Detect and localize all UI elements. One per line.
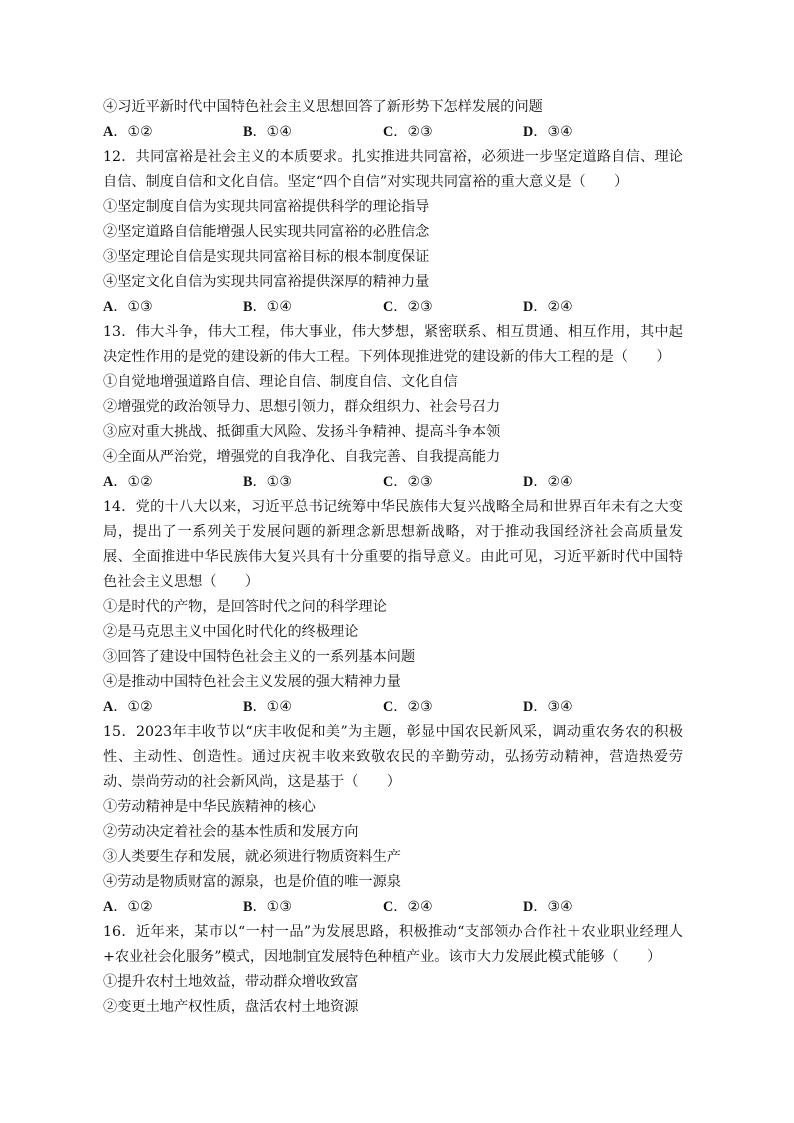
option-d: D．③④ bbox=[523, 699, 573, 715]
document-content bbox=[103, 95, 683, 1020]
option-d: D．②④ bbox=[523, 299, 573, 315]
option-b: B．①③ bbox=[243, 474, 293, 490]
option-b: B．①④ bbox=[243, 699, 293, 715]
question-15-options bbox=[103, 895, 683, 920]
prev-question-item-4: ④习近平新时代中国特色社会主义思想回答了新形势下怎样发展的问题 bbox=[103, 99, 543, 115]
question-15-item-4: ④劳动是物质财富的源泉，也是价值的唯一源泉 bbox=[103, 874, 401, 890]
question-14-item-3: ③回答了建设中国特色社会主义的一系列基本问题 bbox=[103, 649, 416, 665]
question-13-item-1: ①自觉地增强道路自信、理论自信、制度自信、文化自信 bbox=[103, 374, 458, 390]
question-15-stem: 15．2023年丰收节以“庆丰收促和美”为主题，彰显中国农民新风采，调动重农务农的积极性、主动性、创造性。通过庆祝丰收来致敬农民的辛勤劳动，弘扬劳动精神，营造热爱劳动、崇尚劳动的社会新风尚，这是基于（ ） bbox=[103, 724, 683, 790]
question-12-item-2: ②坚定道路自信能增强人民实现共同富裕的必胜信念 bbox=[103, 224, 430, 240]
option-a: A．①② bbox=[103, 474, 153, 490]
question-14-stem: 14．党的十八大以来，习近平总书记统筹中华民族伟大复兴战略全局和世界百年未有之大变局，提出了一系列关于发展问题的新理念新思想新战略，对于推动我国经济社会高质量发展、全面推进中华民族伟大复兴具有十分重要的指导意义。由此可见，习近平新时代中国特色社会主义思想（ ） bbox=[103, 499, 683, 590]
question-13-item-4: ④全面从严治党，增强党的自我净化、自我完善、自我提高能力 bbox=[103, 449, 501, 465]
option-d: D．③④ bbox=[523, 899, 573, 915]
option-c: C．②③ bbox=[383, 299, 433, 315]
question-12-stem: 12．共同富裕是社会主义的本质要求。扎实推进共同富裕，必须进一步坚定道路自信、理论自信、制度自信和文化自信。坚定“四个自信”对实现共同富裕的重大意义是（ ） bbox=[103, 149, 683, 190]
option-a: A．①② bbox=[103, 699, 153, 715]
option-c: C．②③ bbox=[383, 699, 433, 715]
question-13-item-2: ②增强党的政治领导力、思想引领力，群众组织力、社会号召力 bbox=[103, 399, 501, 415]
option-b: B．①④ bbox=[243, 124, 293, 140]
question-14-options bbox=[103, 695, 683, 720]
question-12-item-4: ④坚定文化自信为实现共同富裕提供深厚的精神力量 bbox=[103, 274, 430, 290]
question-14-item-1: ①是时代的产物，是回答时代之问的科学理论 bbox=[103, 599, 387, 615]
question-15-item-2: ②劳动决定着社会的基本性质和发展方向 bbox=[103, 824, 359, 840]
question-13-stem: 13．伟大斗争，伟大工程，伟大事业，伟大梦想，紧密联系、相互贯通、相互作用，其中起决定性作用的是党的建设新的伟大工程。下列体现推进党的建设新的伟大工程的是（ ） bbox=[103, 324, 683, 365]
option-a: A．①③ bbox=[103, 299, 153, 315]
question-12-item-1: ①坚定制度自信为实现共同富裕提供科学的理论指导 bbox=[103, 199, 430, 215]
option-d: D．②④ bbox=[523, 474, 573, 490]
option-c: C．②③ bbox=[383, 124, 433, 140]
option-c: C．②④ bbox=[383, 899, 433, 915]
question-16-stem: 16．近年来，某市以“一村一品”为发展思路，积极推动“支部领办合作社＋农业职业经理人+农业社会化服务”模式，因地制宜发展特色种植产业。该市大力发展此模式能够（ ） bbox=[103, 924, 683, 965]
question-12-item-3: ③坚定理论自信是实现共同富裕目标的根本制度保证 bbox=[103, 249, 430, 265]
question-15-item-3: ③人类要生存和发展，就必须进行物质资料生产 bbox=[103, 849, 401, 865]
option-a: A．①② bbox=[103, 124, 153, 140]
question-12-options bbox=[103, 295, 683, 320]
question-15-item-1: ①劳动精神是中华民族精神的核心 bbox=[103, 799, 316, 815]
prev-question-options bbox=[103, 120, 683, 145]
question-13-item-3: ③应对重大挑战、抵御重大风险、发扬斗争精神、提高斗争本领 bbox=[103, 424, 501, 440]
question-14-item-4: ④是推动中国特色社会主义发展的强大精神力量 bbox=[103, 674, 401, 690]
option-c: C．②③ bbox=[383, 474, 433, 490]
option-b: B．①③ bbox=[243, 899, 293, 915]
option-d: D．③④ bbox=[523, 124, 573, 140]
option-a: A．①② bbox=[103, 899, 153, 915]
question-13-options bbox=[103, 470, 683, 495]
question-16-item-1: ①提升农村土地效益，带动群众增收致富 bbox=[103, 974, 359, 990]
question-16-item-2: ②变更土地产权性质，盘活农村土地资源 bbox=[103, 999, 359, 1015]
option-b: B．①④ bbox=[243, 299, 293, 315]
question-14-item-2: ②是马克思主义中国化时代化的终极理论 bbox=[103, 624, 359, 640]
